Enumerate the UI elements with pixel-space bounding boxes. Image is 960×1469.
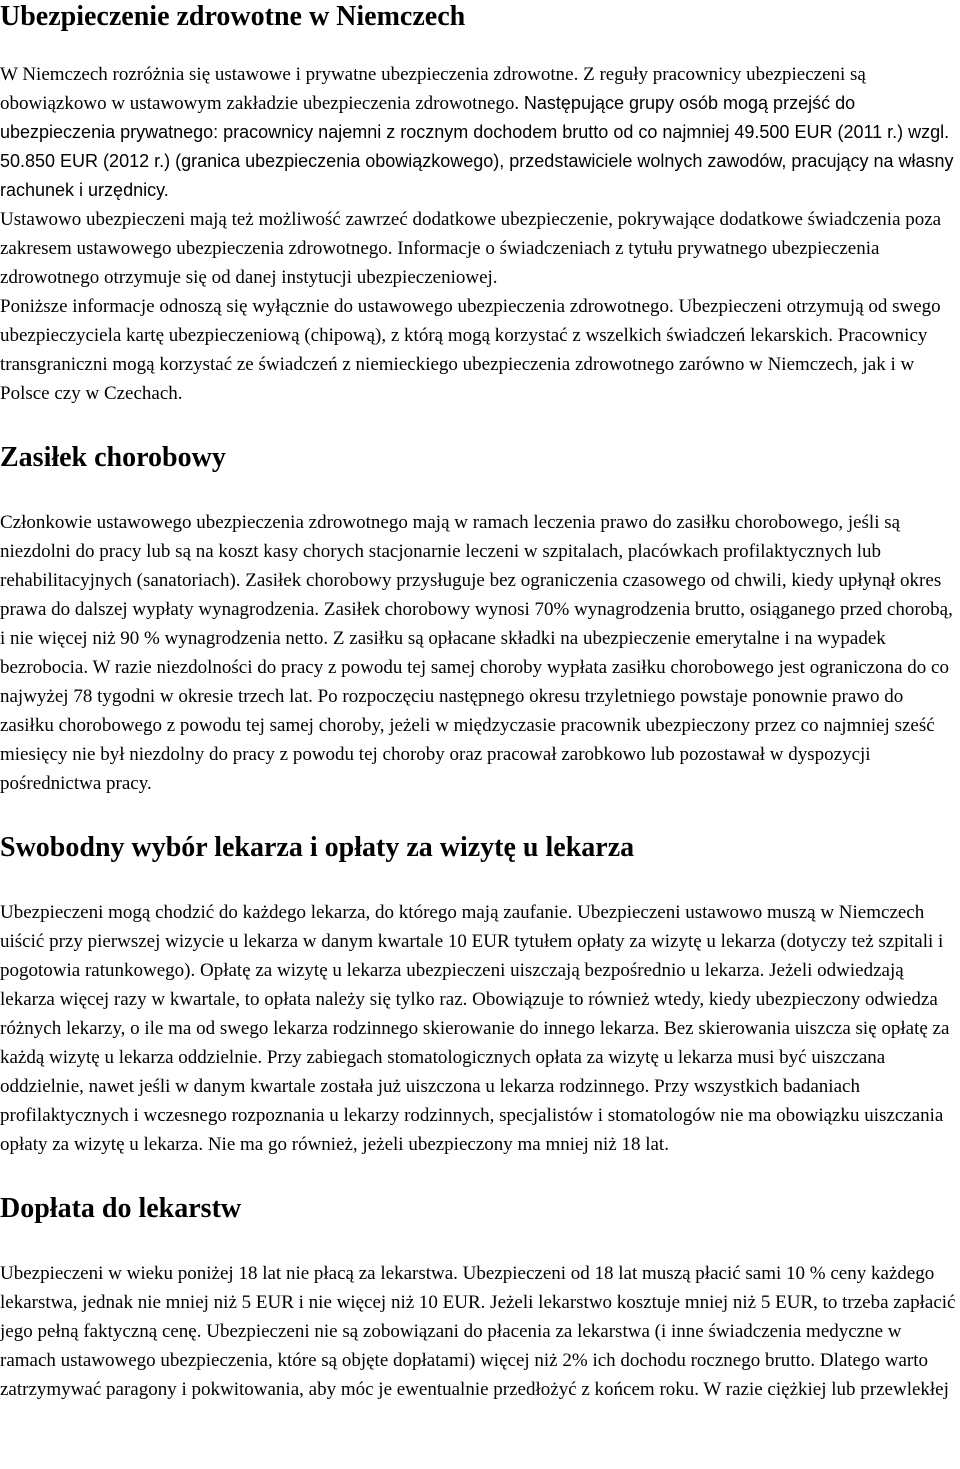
intro-paragraph-1-serif: W Niemczech rozróżnia się ustawowe i prywatne ubezpieczenia zdrowotne. Z reguły pracownicy ubezpieczeni są obowiązkowo w ustawowym zakładzie ubezpieczenia zdrowotnego. bbox=[0, 64, 866, 114]
section-body-doctor-choice: Ubezpieczeni mogą chodzić do każdego lekarza, do którego mają zaufanie. Ubezpieczeni ustawowo muszą w Niemczech uiścić przy pierwszej wizycie u lekarza w danym kwartale 10 EUR tytułem opłaty za wizytę u lekarza (dotyczy też szpitali i pogotowia ratunkowego). Opłatę za wizytę u lekarza ubezpieczeni uiszczają bezpośrednio u lekarza. Jeżeli odwiedzają lekarza więcej razy w kwartale, to opłata należy się tylko raz. Obowiązuje to również wtedy, kiedy ubezpieczony odwiedza różnych lekarzy, o ile ma od swego lekarza rodzinnego skierowanie do innego lekarza. Bez skierowania uiszcza się opłatę za każdą wizytę u lekarza oddzielnie. Przy zabiegach stomatologicznych opłata za wizytę u lekarza musi być uiszczana oddzielnie, nawet jeśli w danym kwartale została już uiszczona u lekarza rodzinnego. Przy wszystkich badaniach profilaktycznych i wczesnego rozpoznania u lekarzy rodzinnych, specjalistów i stomatologów nie ma obowiązku uiszczania opłaty za wizytę u lekarza. Nie ma go również, jeżeli ubezpieczony ma mniej niż 18 lat. bbox=[0, 902, 950, 1155]
intro-paragraph-3: Poniższe informacje odnoszą się wyłącznie do ustawowego ubezpieczenia zdrowotnego. Ubezpieczeni otrzymują od swego ubezpieczyciela kartę ubezpieczeniową (chipową), z którą mogą korzystać z wszelkich świadczeń lekarskich. Pracownicy transgraniczni mogą korzystać ze świadczeń z niemieckiego ubezpieczenia zdrowotnego zarówno w Niemczech, jak i w Polsce czy w Czechach. bbox=[0, 296, 941, 404]
section-heading-medicine-copay: Dopłata do lekarstw bbox=[0, 1193, 242, 1224]
section-body-medicine-copay: Ubezpieczeni w wieku poniżej 18 lat nie płacą za lekarstwa. Ubezpieczeni od 18 lat muszą płacić sami 10 % ceny każdego lekarstwa, jednak nie mniej niż 5 EUR i nie więcej niż 10 EUR. Jeżeli lekarstwo kosztuje mniej niż 5 EUR, to trzeba zapłacić jego pełną faktyczną cenę. Ubezpieczeni nie są zobowiązani do płacenia za lekarstwa (i inne świadczenia medyczne w ramach ustawowego ubezpieczenia, które są objęte dopłatami) więcej niż 2% ich dochodu rocznego brutto. Dlatego warto zatrzymywać paragony i pokwitowania, aby móc je ewentualnie przedłożyć z końcem roku. W razie ciężkiej lub przewlekłej bbox=[0, 1263, 956, 1400]
intro-paragraph-1-sans: Następujące grupy osób mogą przejść do ubezpieczenia prywatnego: pracownicy najemni z rocznym dochodem brutto od co najmniej 49.500 EUR (2011 r.) wzgl. 50.850 EUR (2012 r.) (granica ubezpieczenia obowiązkowego), przedstawiciele wolnych zawodów, pracujący na własny rachunek i urzędnicy. bbox=[0, 93, 954, 200]
intro-paragraph-2: Ustawowo ubezpieczeni mają też możliwość zawrzeć dodatkowe ubezpieczenie, pokrywające dodatkowe świadczenia poza zakresem ustawowego ubezpieczenia zdrowotnego. Informacje o świadczeniach z tytułu prywatnego ubezpieczenia zdrowotnego otrzymuje się od danej instytucji ubezpieczeniowej. bbox=[0, 209, 942, 288]
section-heading-doctor-choice: Swobodny wybór lekarza i opłaty za wizytę u lekarza bbox=[0, 832, 635, 863]
section-heading-sick-pay: Zasiłek chorobowy bbox=[0, 442, 226, 473]
intro-paragraph-1 bbox=[0, 60, 956, 205]
page-title: Ubezpieczenie zdrowotne w Niemczech bbox=[0, 1, 466, 32]
section-body-sick-pay: Członkowie ustawowego ubezpieczenia zdrowotnego mają w ramach leczenia prawo do zasiłku chorobowego, jeśli są niezdolni do pracy lub są na koszt kasy chorych stacjonarnie leczeni w szpitalach, placówkach profilaktycznych lub rehabilitacyjnych (sanatoriach). Zasiłek chorobowy przysługuje bez ograniczenia czasowego od chwili, kiedy upłynął okres prawa do dalszej wypłaty wynagrodzenia. Zasiłek chorobowy wynosi 70% wynagrodzenia brutto, osiąganego przed chorobą, i nie więcej niż 90 % wynagrodzenia netto. Z zasiłku są opłacane składki na ubezpieczenie emerytalne i na wypadek bezrobocia. W razie niezdolności do pracy z powodu tej samej choroby wypłata zasiłku chorobowego jest ograniczona do co najwyżej 78 tygodni w okresie trzech lat. Po rozpoczęciu następnego okresu trzyletniego powstaje ponownie prawo do zasiłku chorobowego z powodu tej samej choroby, jeżeli w międzyczasie pracownik ubezpieczony przez co najmniej sześć miesięcy nie był niezdolny do pracy z powodu tej choroby oraz pracował zarobkowo lub pozostawał w dyspozycji pośrednictwa pracy. bbox=[0, 512, 953, 794]
